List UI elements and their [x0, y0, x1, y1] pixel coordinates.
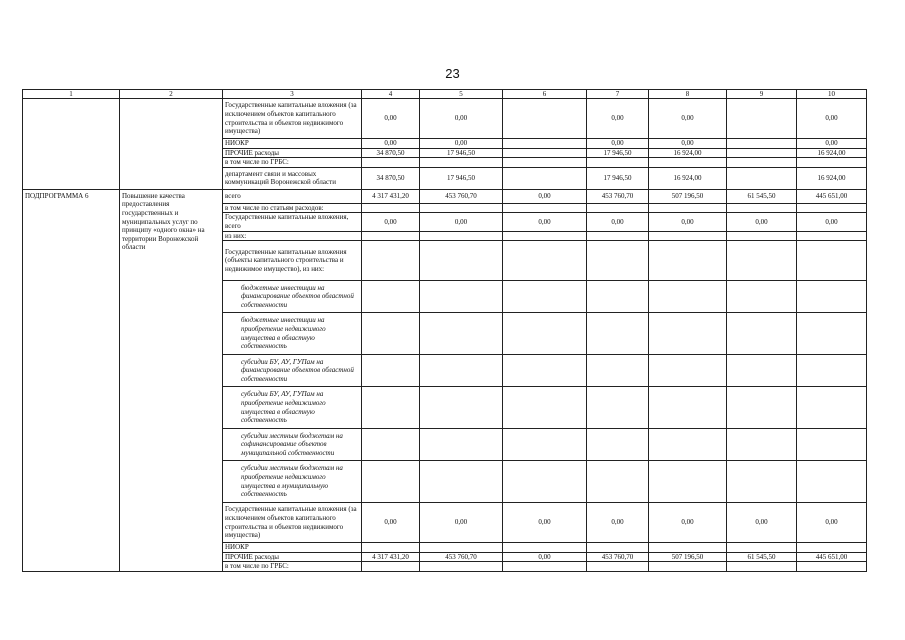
- value-cell-col6: [503, 387, 587, 429]
- value-cell-col10: [797, 543, 867, 553]
- value-cell-col6: [503, 562, 587, 572]
- value-cell-col4: 0,00: [362, 213, 420, 231]
- value-cell-col6: [503, 543, 587, 553]
- value-cell-col7: 0,00: [587, 503, 649, 543]
- table-row: [23, 189, 867, 203]
- value-cell-col7: [587, 387, 649, 429]
- value-cell-col8: [649, 429, 727, 461]
- value-cell-col4: [362, 355, 420, 387]
- value-cell-col10: 16 924,00: [797, 148, 867, 158]
- column-header-5: 5: [420, 90, 503, 99]
- value-cell-col10: [797, 387, 867, 429]
- value-cell-col5: [420, 203, 503, 213]
- value-cell-col6: [503, 158, 587, 168]
- value-cell-col8: [649, 241, 727, 281]
- value-cell-col6: [503, 461, 587, 503]
- column-header-7: 7: [587, 90, 649, 99]
- value-cell-col10: [797, 355, 867, 387]
- value-cell-col9: 61 545,50: [727, 189, 797, 203]
- value-cell-col7: [587, 231, 649, 241]
- value-cell-col7: [587, 158, 649, 168]
- value-cell-col9: [727, 281, 797, 313]
- value-cell-col5: [420, 231, 503, 241]
- row-label: бюджетные инвестиции на финансирование объектов областной собственности: [223, 281, 362, 313]
- value-cell-col8: 507 196,50: [649, 189, 727, 203]
- value-cell-col5: 0,00: [420, 503, 503, 543]
- value-cell-col10: [797, 429, 867, 461]
- value-cell-col5: 17 946,50: [420, 167, 503, 189]
- value-cell-col4: [362, 313, 420, 355]
- value-cell-col10: [797, 241, 867, 281]
- value-cell-col9: [727, 231, 797, 241]
- value-cell-col4: [362, 158, 420, 168]
- value-cell-col8: [649, 562, 727, 572]
- value-cell-col7: [587, 461, 649, 503]
- value-cell-col9: [727, 241, 797, 281]
- value-cell-col10: 16 924,00: [797, 167, 867, 189]
- value-cell-col4: 34 870,50: [362, 167, 420, 189]
- value-cell-col6: [503, 355, 587, 387]
- value-cell-col8: 0,00: [649, 99, 727, 139]
- value-cell-col5: [420, 281, 503, 313]
- value-cell-col7: [587, 241, 649, 281]
- value-cell-col7: 453 760,70: [587, 189, 649, 203]
- value-cell-col10: 0,00: [797, 139, 867, 149]
- row-label: в том числе по статьям расходов:: [223, 203, 362, 213]
- value-cell-col5: 0,00: [420, 139, 503, 149]
- value-cell-col8: 0,00: [649, 503, 727, 543]
- row-label: Государственные капитальные вложения (объекты капитального строительства и недвижимое имущество), из них:: [223, 241, 362, 281]
- value-cell-col7: [587, 429, 649, 461]
- value-cell-col10: [797, 281, 867, 313]
- value-cell-col10: 445 651,00: [797, 552, 867, 562]
- value-cell-col6: [503, 231, 587, 241]
- value-cell-col10: [797, 562, 867, 572]
- value-cell-col6: [503, 99, 587, 139]
- value-cell-col8: [649, 231, 727, 241]
- value-cell-col4: [362, 461, 420, 503]
- row-label: в том числе по ГРБС:: [223, 158, 362, 168]
- value-cell-col9: [727, 167, 797, 189]
- value-cell-col4: 0,00: [362, 99, 420, 139]
- value-cell-col7: 17 946,50: [587, 148, 649, 158]
- value-cell-col8: 0,00: [649, 213, 727, 231]
- value-cell-col8: [649, 387, 727, 429]
- value-cell-col7: 0,00: [587, 99, 649, 139]
- budget-table: [22, 89, 867, 572]
- row-label: субсидии БУ, АУ, ГУПам на приобретение недвижимого имущества в областную собственность: [223, 387, 362, 429]
- value-cell-col5: [420, 355, 503, 387]
- column-header-10: 10: [797, 90, 867, 99]
- value-cell-col6: [503, 281, 587, 313]
- value-cell-col4: [362, 281, 420, 313]
- value-cell-col4: 4 317 431,20: [362, 189, 420, 203]
- page-number: 23: [445, 66, 460, 81]
- value-cell-col5: 453 760,70: [420, 552, 503, 562]
- value-cell-col4: [362, 231, 420, 241]
- value-cell-col9: [727, 429, 797, 461]
- value-cell-col4: [362, 387, 420, 429]
- value-cell-col7: 17 946,50: [587, 167, 649, 189]
- value-cell-col4: 34 870,50: [362, 148, 420, 158]
- value-cell-col8: [649, 355, 727, 387]
- table-row: [23, 99, 867, 139]
- value-cell-col5: [420, 387, 503, 429]
- value-cell-col8: [649, 543, 727, 553]
- value-cell-col5: 453 760,70: [420, 189, 503, 203]
- value-cell-col9: [727, 355, 797, 387]
- value-cell-col6: [503, 148, 587, 158]
- value-cell-col4: 4 317 431,20: [362, 552, 420, 562]
- value-cell-col4: [362, 203, 420, 213]
- value-cell-col9: [727, 461, 797, 503]
- column-header-3: 3: [223, 90, 362, 99]
- value-cell-col10: [797, 158, 867, 168]
- value-cell-col8: [649, 281, 727, 313]
- value-cell-col5: [420, 241, 503, 281]
- value-cell-col10: [797, 461, 867, 503]
- row-label: ПРОЧИЕ расходы: [223, 552, 362, 562]
- value-cell-col9: 61 545,50: [727, 552, 797, 562]
- value-cell-col9: [727, 562, 797, 572]
- value-cell-col8: 0,00: [649, 139, 727, 149]
- value-cell-col6: [503, 167, 587, 189]
- value-cell-col6: [503, 429, 587, 461]
- value-cell-col9: [727, 99, 797, 139]
- value-cell-col10: 445 651,00: [797, 189, 867, 203]
- subprogram-title: Повышение качества предоставления государственных и муниципальных услуг по принципу «одного окна» на территории Воронежской области: [120, 189, 223, 571]
- row-label: НИОКР: [223, 543, 362, 553]
- value-cell-col6: [503, 313, 587, 355]
- value-cell-col10: 0,00: [797, 213, 867, 231]
- value-cell-col8: [649, 313, 727, 355]
- row-label: субсидии БУ, АУ, ГУПам на финансирование объектов областной собственности: [223, 355, 362, 387]
- value-cell-col7: [587, 543, 649, 553]
- row-label: Государственные капитальные вложения, всего: [223, 213, 362, 231]
- value-cell-col6: [503, 139, 587, 149]
- row-label: Государственные капитальные вложения (за исключением объектов капитального строительства и объектов недвижимого имущества): [223, 99, 362, 139]
- value-cell-col4: [362, 429, 420, 461]
- value-cell-col9: [727, 139, 797, 149]
- row-label: бюджетные инвестиции на приобретение недвижимого имущества в областную собственность: [223, 313, 362, 355]
- value-cell-col7: 0,00: [587, 213, 649, 231]
- value-cell-col8: [649, 203, 727, 213]
- row-label: субсидии местным бюджетам на софинансирование объектов муниципальной собственности: [223, 429, 362, 461]
- row-label: НИОКР: [223, 139, 362, 149]
- value-cell-col8: [649, 158, 727, 168]
- value-cell-col5: [420, 313, 503, 355]
- value-cell-col4: 0,00: [362, 139, 420, 149]
- value-cell-col6: 0,00: [503, 503, 587, 543]
- col2-empty-cell: [120, 99, 223, 190]
- column-header-1: 1: [23, 90, 120, 99]
- value-cell-col7: [587, 203, 649, 213]
- value-cell-col7: 453 760,70: [587, 552, 649, 562]
- value-cell-col5: 0,00: [420, 213, 503, 231]
- value-cell-col9: [727, 387, 797, 429]
- value-cell-col6: 0,00: [503, 213, 587, 231]
- value-cell-col6: 0,00: [503, 189, 587, 203]
- value-cell-col5: [420, 562, 503, 572]
- row-label: Государственные капитальные вложения (за исключением объектов капитального строительства и объектов недвижимого имущества): [223, 503, 362, 543]
- value-cell-col5: [420, 429, 503, 461]
- column-header-6: 6: [503, 90, 587, 99]
- value-cell-col9: [727, 148, 797, 158]
- col1-empty-cell: [23, 99, 120, 190]
- value-cell-col5: [420, 543, 503, 553]
- column-header-8: 8: [649, 90, 727, 99]
- value-cell-col4: [362, 562, 420, 572]
- value-cell-col9: [727, 158, 797, 168]
- value-cell-col5: 0,00: [420, 99, 503, 139]
- row-label: ПРОЧИЕ расходы: [223, 148, 362, 158]
- value-cell-col4: [362, 241, 420, 281]
- value-cell-col7: [587, 281, 649, 313]
- value-cell-col5: 17 946,50: [420, 148, 503, 158]
- value-cell-col9: 0,00: [727, 503, 797, 543]
- value-cell-col7: [587, 313, 649, 355]
- value-cell-col8: 507 196,50: [649, 552, 727, 562]
- row-label: субсидии местным бюджетам на приобретение недвижимого имущества в муниципальную собственность: [223, 461, 362, 503]
- value-cell-col10: 0,00: [797, 99, 867, 139]
- row-label: в том числе по ГРБС:: [223, 562, 362, 572]
- column-header-9: 9: [727, 90, 797, 99]
- value-cell-col8: 16 924,00: [649, 148, 727, 158]
- header-row: [23, 90, 867, 99]
- value-cell-col6: 0,00: [503, 552, 587, 562]
- value-cell-col10: 0,00: [797, 503, 867, 543]
- subprogram-code: ПОДПРОГРАММА 6: [23, 189, 120, 571]
- value-cell-col9: [727, 203, 797, 213]
- value-cell-col4: 0,00: [362, 503, 420, 543]
- column-header-2: 2: [120, 90, 223, 99]
- value-cell-col9: 0,00: [727, 213, 797, 231]
- value-cell-col5: [420, 158, 503, 168]
- row-label: департамент связи и массовых коммуникаций Воронежской области: [223, 167, 362, 189]
- value-cell-col4: [362, 543, 420, 553]
- value-cell-col7: 0,00: [587, 139, 649, 149]
- value-cell-col7: [587, 562, 649, 572]
- value-cell-col6: [503, 241, 587, 281]
- value-cell-col10: [797, 313, 867, 355]
- row-label: всего: [223, 189, 362, 203]
- value-cell-col10: [797, 231, 867, 241]
- value-cell-col10: [797, 203, 867, 213]
- value-cell-col6: [503, 203, 587, 213]
- column-header-4: 4: [362, 90, 420, 99]
- row-label: из них:: [223, 231, 362, 241]
- value-cell-col8: [649, 461, 727, 503]
- value-cell-col8: 16 924,00: [649, 167, 727, 189]
- value-cell-col7: [587, 355, 649, 387]
- value-cell-col9: [727, 543, 797, 553]
- value-cell-col9: [727, 313, 797, 355]
- value-cell-col5: [420, 461, 503, 503]
